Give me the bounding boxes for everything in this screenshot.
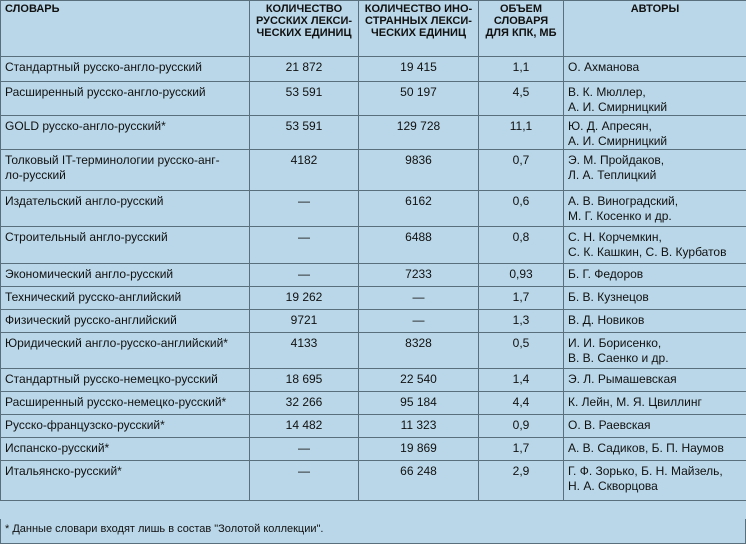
cell-dictionary-name: Юридический англо-русско-английский* — [1, 333, 250, 369]
cell-russian-units: 53 591 — [250, 82, 359, 116]
cell-russian-units: 14 482 — [250, 415, 359, 438]
header-authors: АВТОРЫ — [564, 1, 746, 57]
cell-foreign-units: — — [359, 310, 479, 333]
table-row — [1, 191, 746, 227]
cell-russian-units: — — [250, 191, 359, 227]
cell-size-mb: 11,1 — [479, 116, 564, 150]
header-size: ОБЪЕМ СЛОВАРЯ ДЛЯ КПК, МБ — [479, 1, 564, 57]
cell-russian-units: — — [250, 438, 359, 461]
header-row — [1, 1, 746, 57]
cell-size-mb: 0,9 — [479, 415, 564, 438]
cell-dictionary-name: Технический русско-английский — [1, 287, 250, 310]
cell-authors: Г. Ф. Зорько, Б. Н. Майзель, Н. А. Скворцова — [564, 461, 746, 501]
cell-size-mb: 0,5 — [479, 333, 564, 369]
cell-authors: Б. В. Кузнецов — [564, 287, 746, 310]
cell-dictionary-name: Толковый IT-терминологии русско-анг- ло-русский — [1, 150, 250, 191]
cell-size-mb: 1,7 — [479, 287, 564, 310]
table-row — [1, 438, 746, 461]
cell-foreign-units: 66 248 — [359, 461, 479, 501]
table-row — [1, 461, 746, 501]
cell-size-mb: 4,5 — [479, 82, 564, 116]
cell-russian-units: 18 695 — [250, 369, 359, 392]
table-row — [1, 150, 746, 191]
cell-dictionary-name: Испанско-русский* — [1, 438, 250, 461]
cell-dictionary-name: Физический русско-английский — [1, 310, 250, 333]
cell-authors: Ю. Д. Апресян, А. И. Смирницкий — [564, 116, 746, 150]
cell-russian-units: 4182 — [250, 150, 359, 191]
cell-size-mb: 1,1 — [479, 57, 564, 82]
table-row — [1, 310, 746, 333]
cell-foreign-units: 11 323 — [359, 415, 479, 438]
cell-russian-units: — — [250, 264, 359, 287]
cell-authors: А. В. Садиков, Б. П. Наумов — [564, 438, 746, 461]
cell-russian-units: 9721 — [250, 310, 359, 333]
cell-authors: О. В. Раевская — [564, 415, 746, 438]
cell-dictionary-name: Строительный англо-русский — [1, 227, 250, 264]
header-dictionary: СЛОВАРЬ — [1, 1, 250, 57]
cell-size-mb: 1,7 — [479, 438, 564, 461]
cell-size-mb: 0,8 — [479, 227, 564, 264]
cell-authors: Э. Л. Рымашевская — [564, 369, 746, 392]
cell-dictionary-name: Итальянско-русский* — [1, 461, 250, 501]
cell-size-mb: 0,6 — [479, 191, 564, 227]
cell-size-mb: 1,4 — [479, 369, 564, 392]
table-row — [1, 264, 746, 287]
header-foreign-units: КОЛИЧЕСТВО ИНО- СТРАННЫХ ЛЕКСИ- ЧЕСКИХ ЕДИНИЦ — [359, 1, 479, 57]
cell-dictionary-name: Расширенный русско-немецко-русский* — [1, 392, 250, 415]
cell-foreign-units: 19 869 — [359, 438, 479, 461]
cell-dictionary-name: Стандартный русско-немецко-русский — [1, 369, 250, 392]
table-row — [1, 392, 746, 415]
table-row — [1, 57, 746, 82]
cell-dictionary-name: Издательский англо-русский — [1, 191, 250, 227]
table-row — [1, 116, 746, 150]
cell-russian-units: 32 266 — [250, 392, 359, 415]
cell-size-mb: 1,3 — [479, 310, 564, 333]
header-russian-units: КОЛИЧЕСТВО РУССКИХ ЛЕКСИ- ЧЕСКИХ ЕДИНИЦ — [250, 1, 359, 57]
cell-authors: В. Д. Новиков — [564, 310, 746, 333]
table-row — [1, 82, 746, 116]
table-row — [1, 333, 746, 369]
cell-authors: В. К. Мюллер, А. И. Смирницкий — [564, 82, 746, 116]
cell-foreign-units: 6488 — [359, 227, 479, 264]
cell-size-mb: 2,9 — [479, 461, 564, 501]
cell-authors: К. Лейн, М. Я. Цвиллинг — [564, 392, 746, 415]
table-row — [1, 415, 746, 438]
cell-foreign-units: 9836 — [359, 150, 479, 191]
cell-dictionary-name: Расширенный русско-англо-русский — [1, 82, 250, 116]
cell-size-mb: 0,93 — [479, 264, 564, 287]
cell-foreign-units: 95 184 — [359, 392, 479, 415]
cell-foreign-units: 50 197 — [359, 82, 479, 116]
cell-dictionary-name: Русско-французско-русский* — [1, 415, 250, 438]
table-row — [1, 287, 746, 310]
cell-russian-units: — — [250, 461, 359, 501]
cell-foreign-units: 8328 — [359, 333, 479, 369]
table-row — [1, 369, 746, 392]
cell-russian-units: — — [250, 227, 359, 264]
cell-russian-units: 19 262 — [250, 287, 359, 310]
cell-foreign-units: 19 415 — [359, 57, 479, 82]
cell-authors: Б. Г. Федоров — [564, 264, 746, 287]
cell-foreign-units: 129 728 — [359, 116, 479, 150]
cell-dictionary-name: GOLD русско-англо-русский* — [1, 116, 250, 150]
cell-authors: О. Ахманова — [564, 57, 746, 82]
cell-foreign-units: 22 540 — [359, 369, 479, 392]
table-row — [1, 227, 746, 264]
cell-authors: И. И. Борисенко, В. В. Саенко и др. — [564, 333, 746, 369]
cell-russian-units: 21 872 — [250, 57, 359, 82]
cell-size-mb: 4,4 — [479, 392, 564, 415]
cell-dictionary-name: Экономический англо-русский — [1, 264, 250, 287]
footnote: * Данные словари входят лишь в состав "Золотой коллекции". — [0, 519, 746, 544]
cell-russian-units: 53 591 — [250, 116, 359, 150]
cell-authors: А. В. Виноградский, М. Г. Косенко и др. — [564, 191, 746, 227]
cell-foreign-units: 6162 — [359, 191, 479, 227]
cell-authors: Э. М. Пройдаков, Л. А. Теплицкий — [564, 150, 746, 191]
cell-dictionary-name: Стандартный русско-англо-русский — [1, 57, 250, 82]
cell-foreign-units: 7233 — [359, 264, 479, 287]
cell-foreign-units: — — [359, 287, 479, 310]
cell-size-mb: 0,7 — [479, 150, 564, 191]
cell-russian-units: 4133 — [250, 333, 359, 369]
cell-authors: С. Н. Корчемкин, С. К. Кашкин, С. В. Курбатов — [564, 227, 746, 264]
